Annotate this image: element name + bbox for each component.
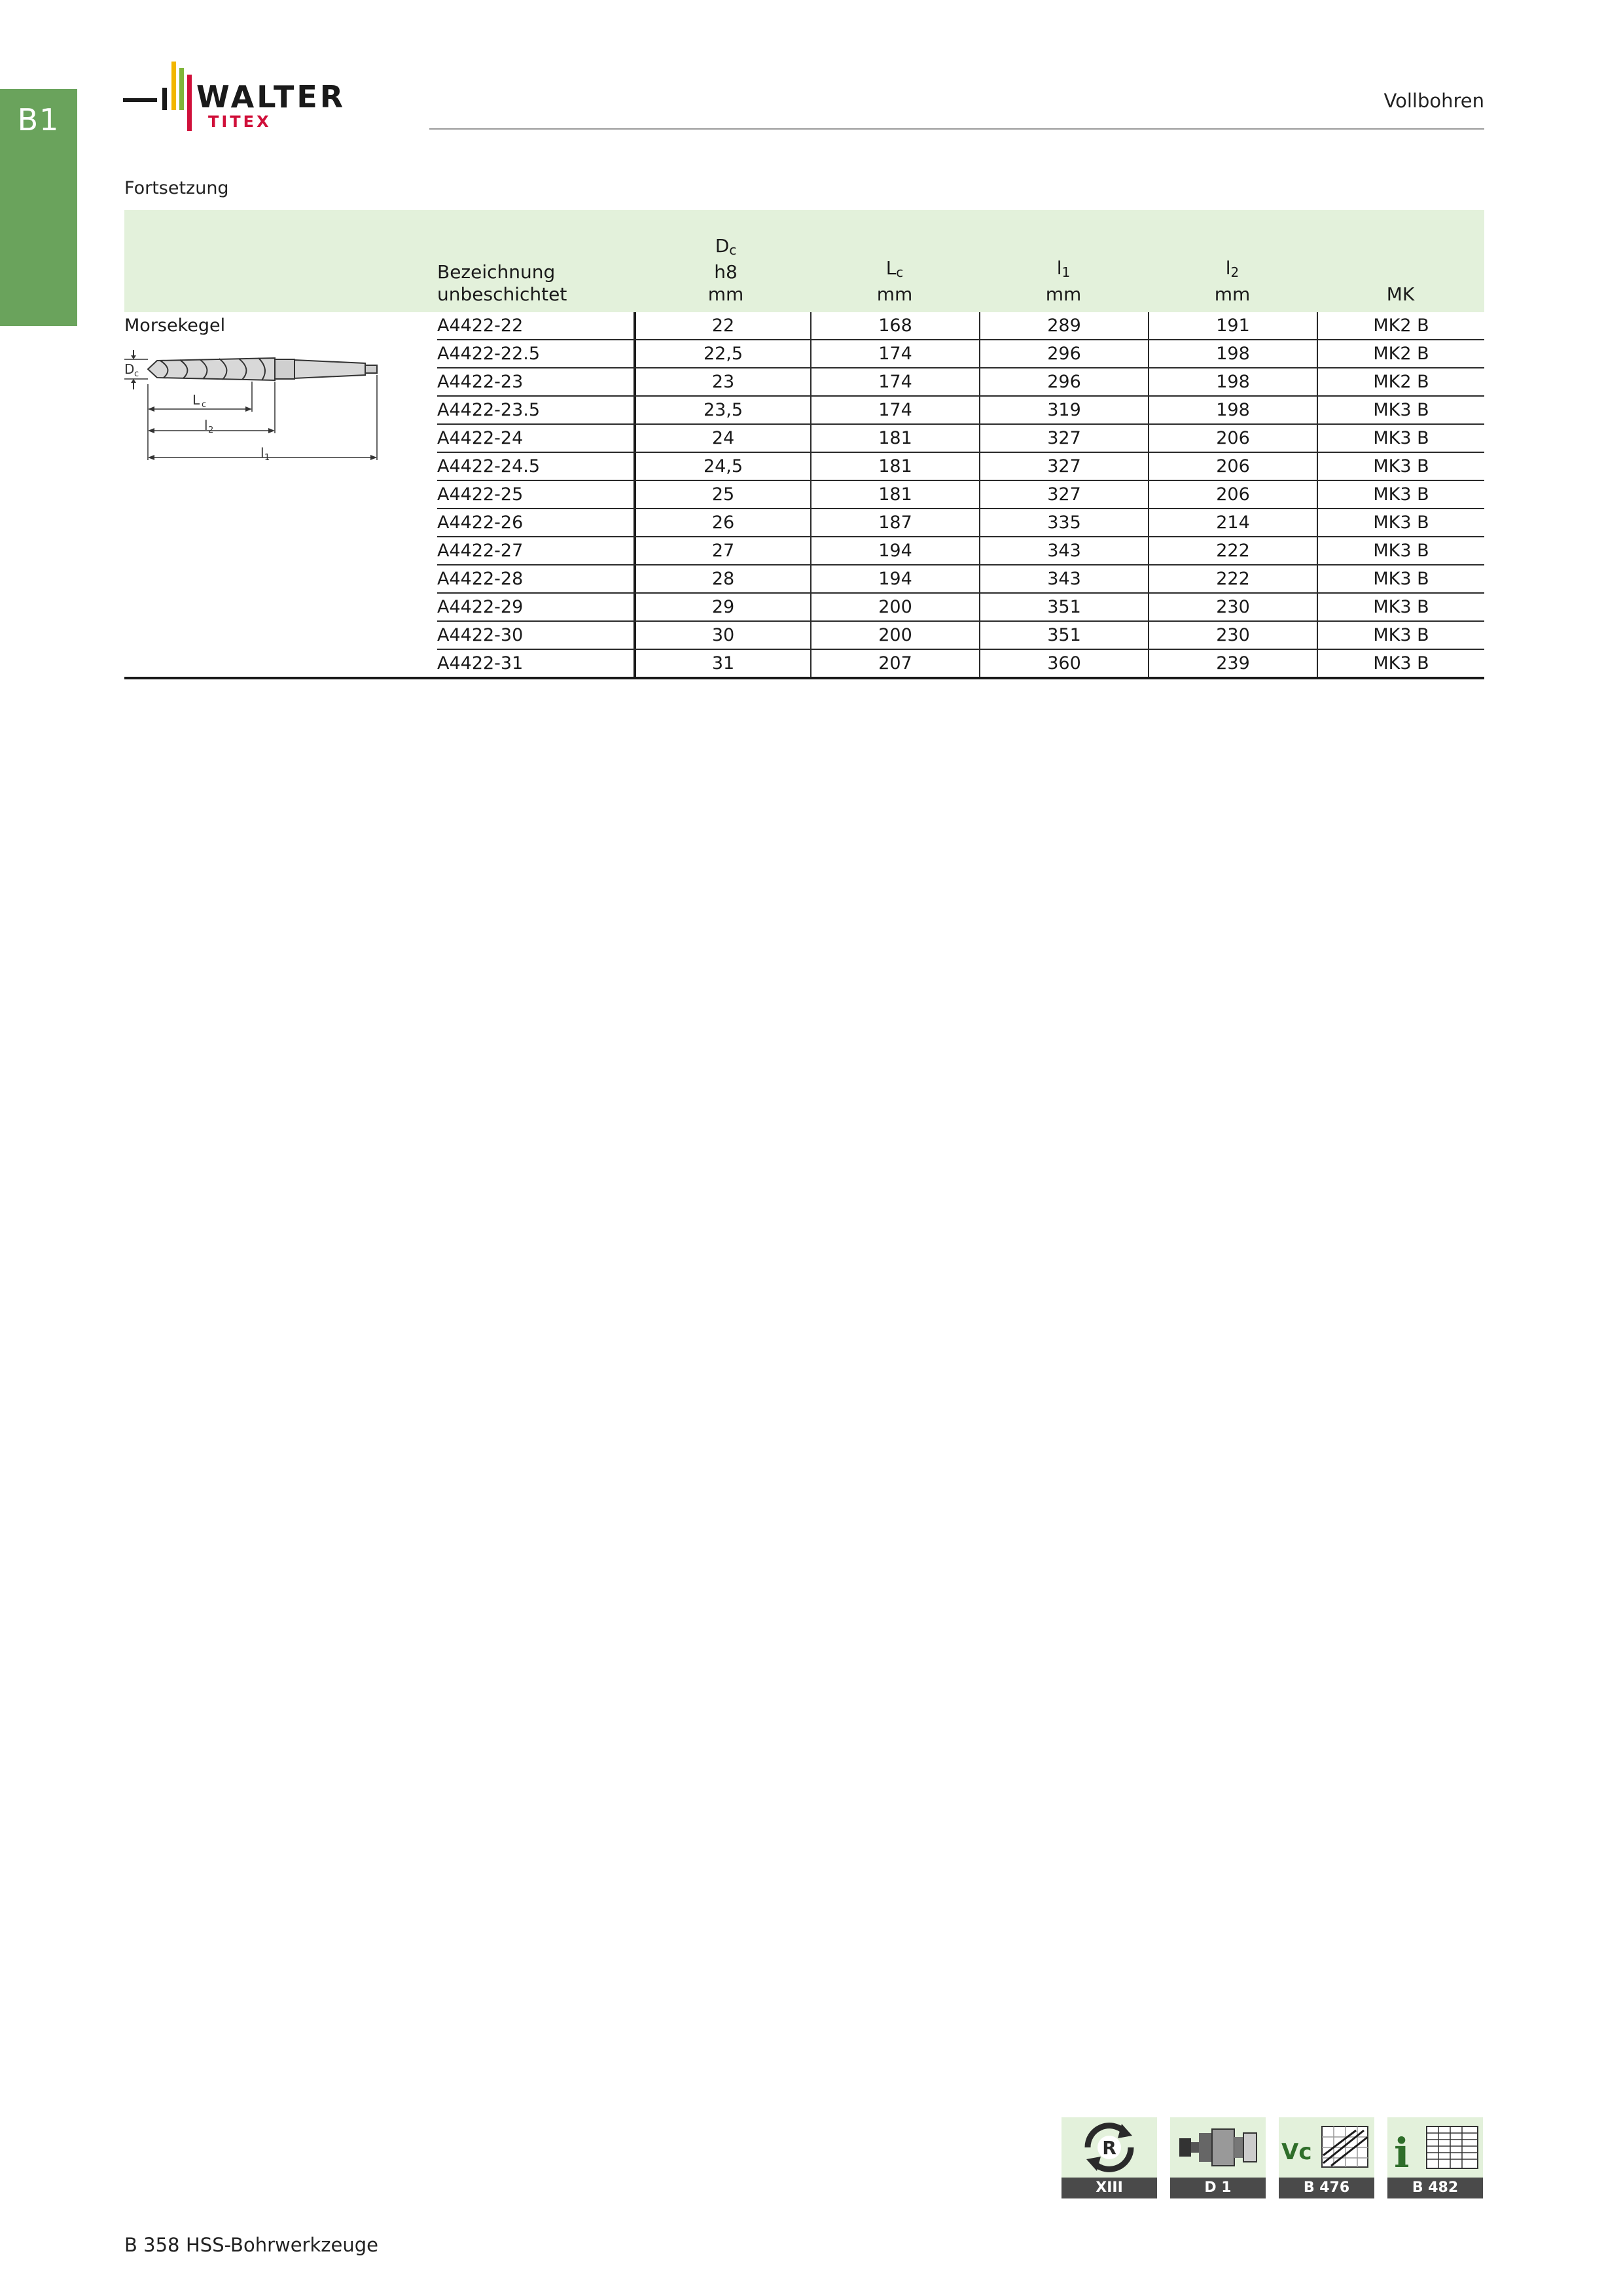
cell-l1: 327 <box>979 425 1148 452</box>
tool-holder-link[interactable] <box>1170 2117 1266 2198</box>
regrind-service-label: XIII <box>1061 2178 1157 2198</box>
cell-bezeichnung: A4422-26 <box>437 512 524 533</box>
cell-dc: 23 <box>633 368 810 395</box>
cell-dc: 24,5 <box>633 453 810 480</box>
svg-text:c: c <box>202 400 207 410</box>
logo-walter-text: WALTER <box>196 79 346 115</box>
walter-titex-logo <box>123 59 398 131</box>
header-l1: $l_1$ mm <box>1045 257 1082 305</box>
svg-text:c: c <box>134 369 139 379</box>
table-row <box>437 312 1484 340</box>
table-body <box>124 312 1484 679</box>
header-lc: $L_c$ mm <box>876 257 913 305</box>
cell-mk: MK3 B <box>1317 594 1484 620</box>
table-row <box>437 481 1484 509</box>
cell-bezeichnung: A4422-27 <box>437 541 524 561</box>
cell-mk: MK2 B <box>1317 340 1484 367</box>
cell-l1: 335 <box>979 509 1148 536</box>
cell-lc: 174 <box>810 368 979 395</box>
table-row <box>437 425 1484 453</box>
diagram-l1-label: l <box>260 445 264 461</box>
cell-l2: 198 <box>1148 397 1317 423</box>
diagram-dc-label: D <box>124 361 135 377</box>
info-table-label: B 482 <box>1387 2178 1483 2198</box>
header-l2: $l_2$ mm <box>1214 257 1251 305</box>
cell-l1: 351 <box>979 622 1148 649</box>
cell-l2: 206 <box>1148 481 1317 508</box>
cell-lc: 181 <box>810 425 979 452</box>
svg-text:R: R <box>1102 2137 1116 2159</box>
cell-l2: 206 <box>1148 453 1317 480</box>
cell-dc: 31 <box>633 650 810 677</box>
cell-dc: 29 <box>633 594 810 620</box>
cell-dc: 22 <box>633 312 810 339</box>
info-table-icon <box>1387 2117 1483 2178</box>
cell-lc: 194 <box>810 537 979 564</box>
regrind-service-link[interactable] <box>1061 2117 1157 2198</box>
table-row <box>437 594 1484 622</box>
cell-mk: MK2 B <box>1317 312 1484 339</box>
diagram-lc-label: L <box>192 392 200 408</box>
cell-bezeichnung: A4422-23.5 <box>437 400 541 420</box>
cell-bezeichnung: A4422-23 <box>437 372 524 392</box>
cell-lc: 174 <box>810 397 979 423</box>
cell-dc: 27 <box>633 537 810 564</box>
cell-lc: 200 <box>810 594 979 620</box>
page-title: HSS-Bohrwerkzeuge <box>186 2234 378 2256</box>
table-row <box>437 453 1484 481</box>
cell-l2: 206 <box>1148 425 1317 452</box>
cell-lc: 181 <box>810 453 979 480</box>
table-row <box>437 622 1484 650</box>
drill-diagram <box>124 338 412 469</box>
cell-l2: 230 <box>1148 622 1317 649</box>
cell-lc: 194 <box>810 565 979 592</box>
cell-dc: 22,5 <box>633 340 810 367</box>
cell-l2: 198 <box>1148 340 1317 367</box>
header-dc: $D_c$ h8 mm <box>707 235 744 305</box>
cell-bezeichnung: A4422-22 <box>437 315 524 336</box>
table-row <box>437 340 1484 368</box>
cell-l1: 360 <box>979 650 1148 677</box>
cell-lc: 181 <box>810 481 979 508</box>
cell-bezeichnung: A4422-29 <box>437 597 524 617</box>
table-header <box>124 210 1484 312</box>
table-row <box>437 537 1484 565</box>
cell-mk: MK3 B <box>1317 565 1484 592</box>
section-tab <box>0 89 77 326</box>
cell-dc: 26 <box>633 509 810 536</box>
header-bezeichnung: Bezeichnung unbeschichtet <box>437 261 567 305</box>
section-title: Vollbohren <box>1383 90 1484 112</box>
cell-dc: 25 <box>633 481 810 508</box>
cell-l1: 343 <box>979 565 1148 592</box>
cell-l1: 327 <box>979 453 1148 480</box>
cell-l2: 230 <box>1148 594 1317 620</box>
table-row <box>437 368 1484 397</box>
table-row <box>437 397 1484 425</box>
cell-l2: 222 <box>1148 565 1317 592</box>
cell-l1: 343 <box>979 537 1148 564</box>
cell-lc: 207 <box>810 650 979 677</box>
cell-lc: 168 <box>810 312 979 339</box>
table-bottom-rule <box>124 677 437 679</box>
page-number: B 358 <box>124 2234 180 2256</box>
cell-l1: 296 <box>979 368 1148 395</box>
cutting-speed-label: B 476 <box>1279 2178 1374 2198</box>
cell-bezeichnung: A4422-28 <box>437 569 524 589</box>
cell-dc: 23,5 <box>633 397 810 423</box>
cell-mk: MK3 B <box>1317 622 1484 649</box>
cell-l1: 351 <box>979 594 1148 620</box>
tool-holder-icon <box>1170 2117 1266 2178</box>
group-label: Morsekegel <box>124 315 226 336</box>
cell-mk: MK3 B <box>1317 453 1484 480</box>
cell-bezeichnung: A4422-24.5 <box>437 456 541 476</box>
cell-dc: 30 <box>633 622 810 649</box>
regrind-service-icon <box>1061 2117 1157 2178</box>
cell-dc: 28 <box>633 565 810 592</box>
cell-mk: MK3 B <box>1317 509 1484 536</box>
cell-mk: MK3 B <box>1317 537 1484 564</box>
header-mk: MK <box>1386 283 1415 305</box>
cell-bezeichnung: A4422-22.5 <box>437 344 541 364</box>
cell-l1: 296 <box>979 340 1148 367</box>
cell-l1: 289 <box>979 312 1148 339</box>
cell-l2: 214 <box>1148 509 1317 536</box>
svg-text:i: i <box>1394 2129 1410 2177</box>
cell-mk: MK2 B <box>1317 368 1484 395</box>
cell-mk: MK3 B <box>1317 481 1484 508</box>
svg-text:Vc: Vc <box>1281 2139 1312 2165</box>
cell-bezeichnung: A4422-25 <box>437 484 524 505</box>
tool-holder-label: D 1 <box>1170 2178 1266 2198</box>
cutting-speed-link[interactable] <box>1279 2117 1374 2198</box>
header-rule <box>429 128 1484 130</box>
cell-lc: 200 <box>810 622 979 649</box>
table-row <box>437 509 1484 537</box>
table-rows <box>437 312 1484 679</box>
logo-titex-text: TITEX <box>208 113 272 131</box>
svg-text:1: 1 <box>264 453 270 463</box>
table-row <box>437 650 1484 679</box>
group-cell <box>124 312 432 698</box>
info-table-link[interactable] <box>1387 2117 1483 2198</box>
cell-l2: 222 <box>1148 537 1317 564</box>
continuation-label: Fortsetzung <box>124 178 229 198</box>
product-table <box>124 210 1484 679</box>
cell-bezeichnung: A4422-31 <box>437 653 524 673</box>
cutting-speed-chart-icon <box>1279 2117 1374 2178</box>
cell-l2: 239 <box>1148 650 1317 677</box>
diagram-l2-label: l <box>204 418 208 433</box>
svg-text:2: 2 <box>208 425 214 435</box>
cell-mk: MK3 B <box>1317 397 1484 423</box>
cell-lc: 174 <box>810 340 979 367</box>
reference-icons <box>1061 2117 1484 2198</box>
cell-l1: 327 <box>979 481 1148 508</box>
cell-l2: 191 <box>1148 312 1317 339</box>
cell-mk: MK3 B <box>1317 650 1484 677</box>
cell-bezeichnung: A4422-24 <box>437 428 524 448</box>
cell-bezeichnung: A4422-30 <box>437 625 524 645</box>
cell-mk: MK3 B <box>1317 425 1484 452</box>
table-row <box>437 565 1484 594</box>
cell-lc: 187 <box>810 509 979 536</box>
cell-l2: 198 <box>1148 368 1317 395</box>
section-tab-label: B1 <box>17 102 60 137</box>
cell-dc: 24 <box>633 425 810 452</box>
cell-l1: 319 <box>979 397 1148 423</box>
